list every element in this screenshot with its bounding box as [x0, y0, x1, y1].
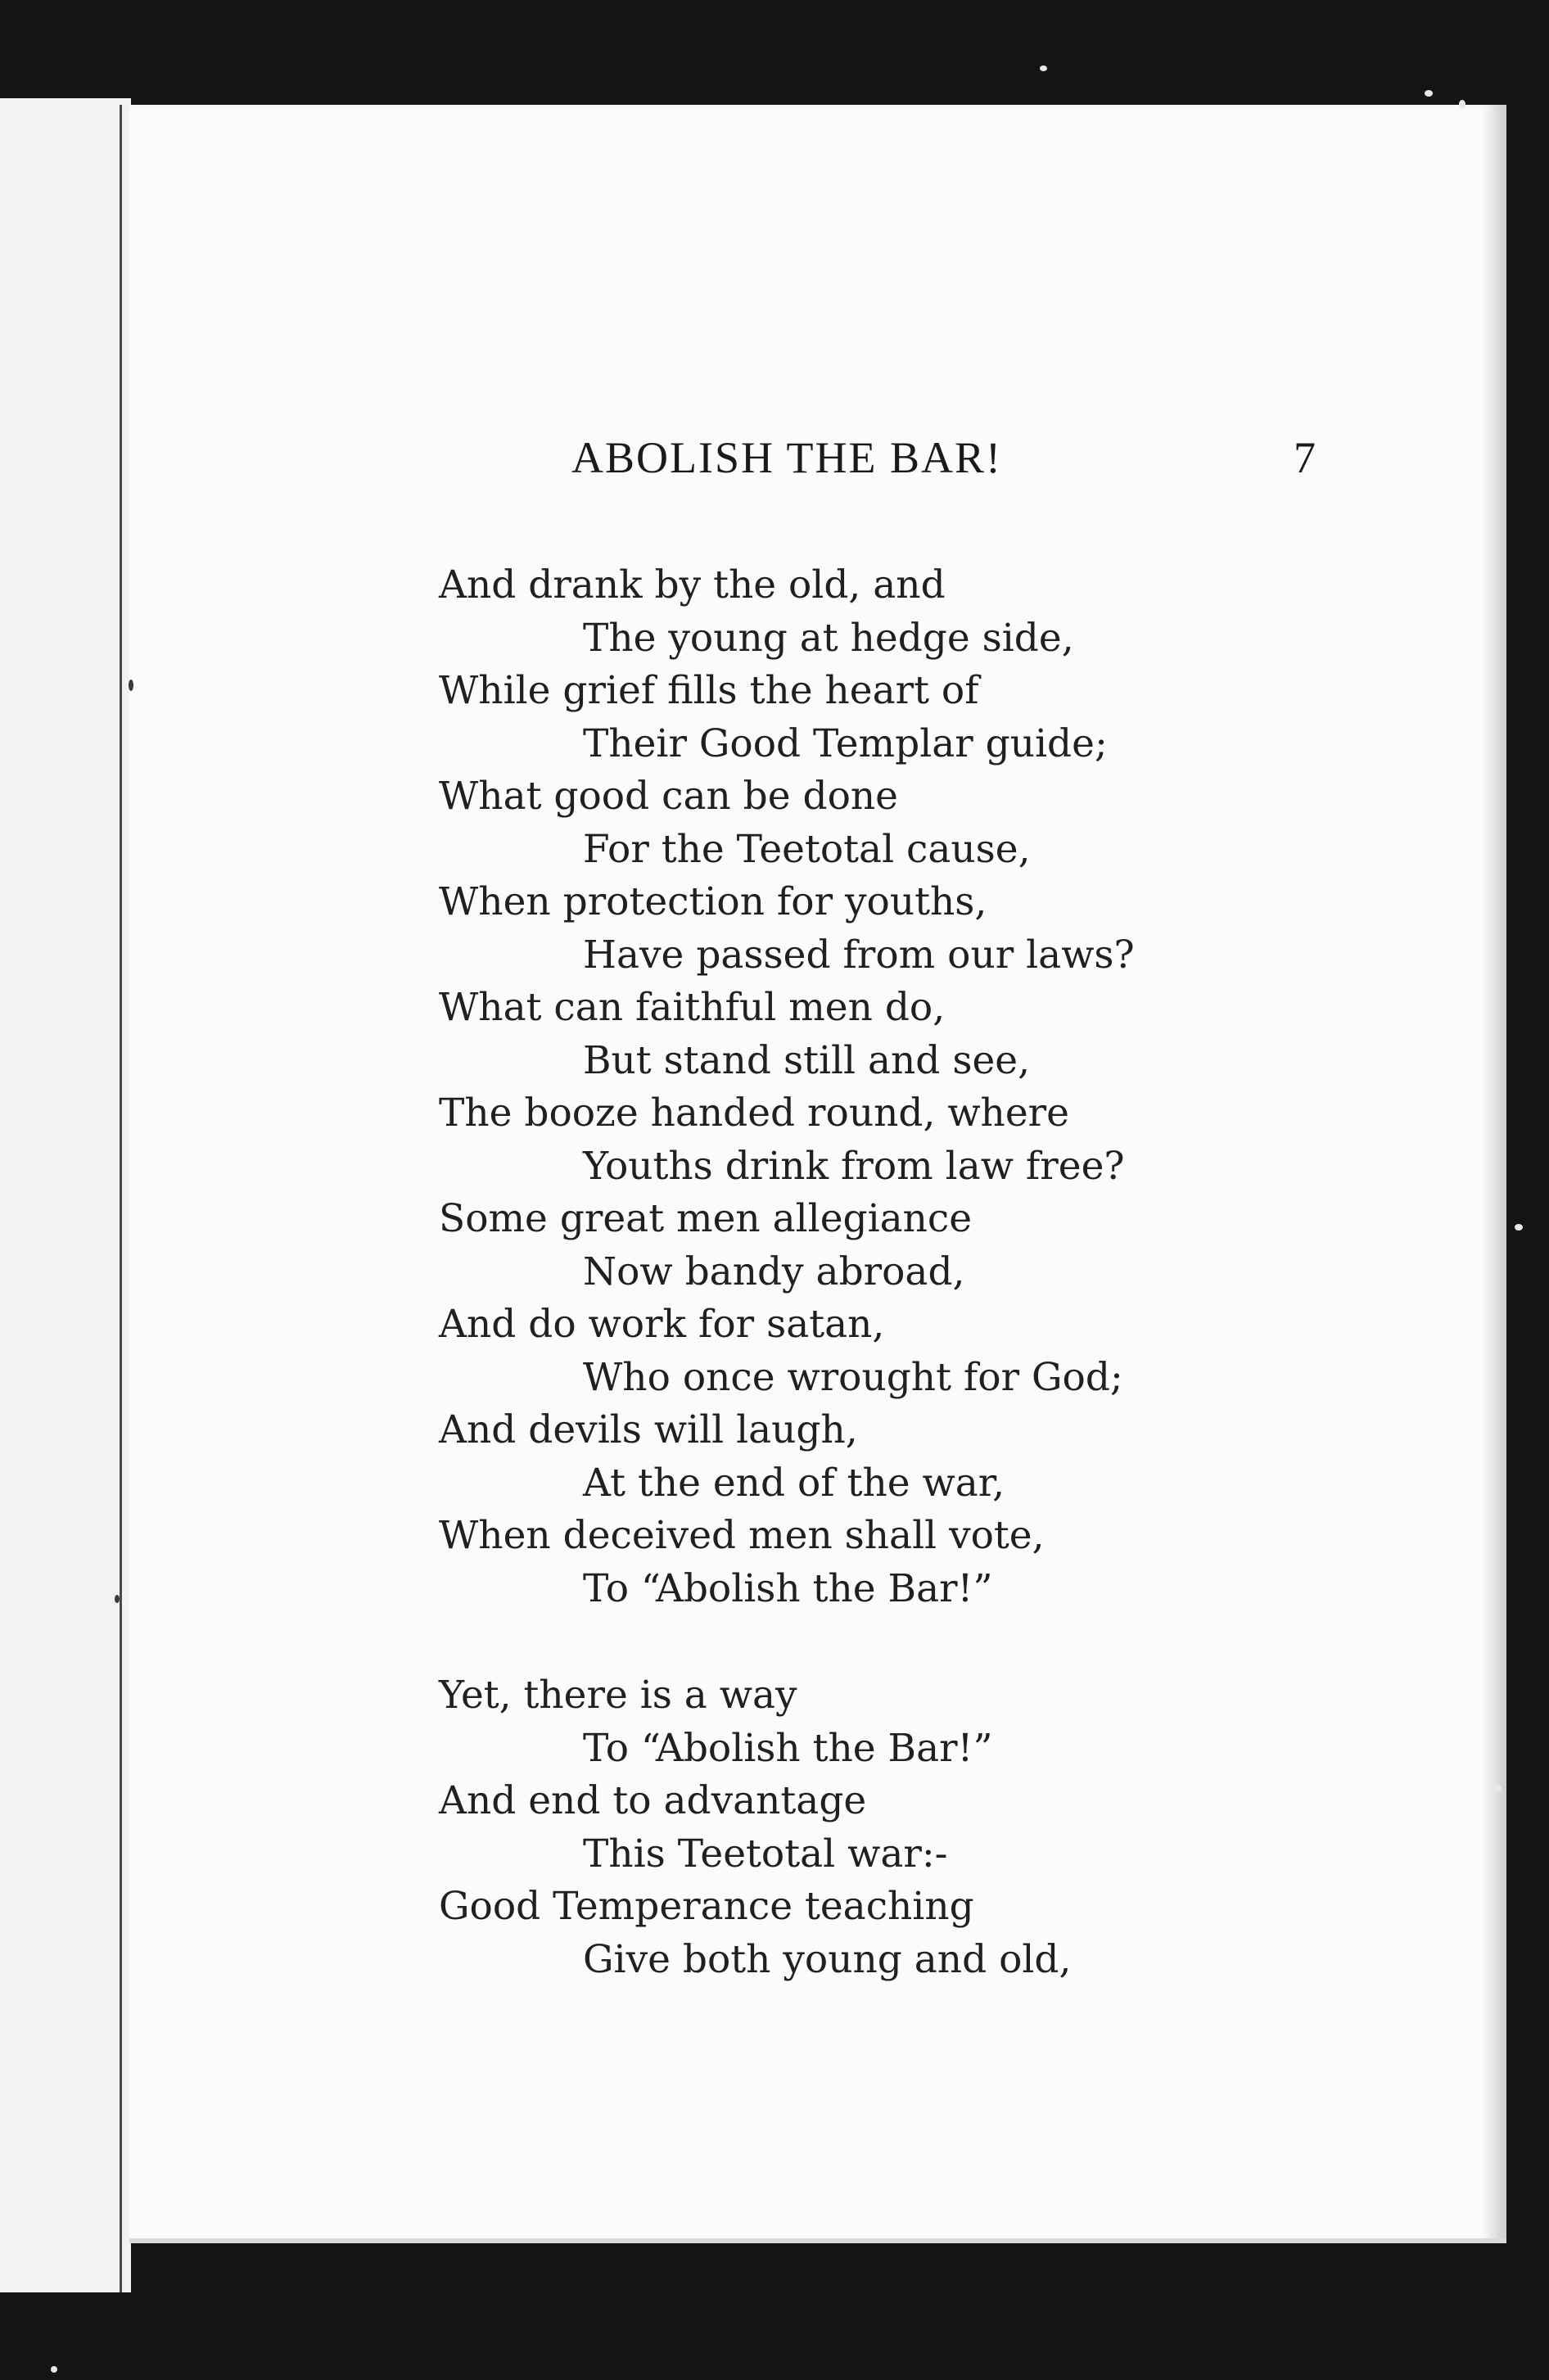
poem-line: When deceived men shall vote, — [439, 1513, 1045, 1558]
page-shadow — [1482, 105, 1506, 2243]
previous-page-edge — [0, 98, 131, 2292]
poem-line: Have passed from our laws? — [583, 932, 1135, 978]
poem-line: To “Abolish the Bar!” — [583, 1565, 993, 1611]
scan-speck — [1459, 100, 1465, 108]
stanza-1 — [439, 559, 1405, 1615]
poem-line: The young at hedge side, — [583, 615, 1074, 661]
poem-line: What can faithful men do, — [439, 985, 946, 1030]
page-fold-line — [120, 105, 122, 2292]
stanza-2 — [439, 1669, 1405, 1986]
poem-line: What good can be done — [439, 774, 898, 819]
poem-line: For the Teetotal cause, — [583, 826, 1031, 872]
poem-line: But stand still and see, — [583, 1037, 1031, 1083]
poem-line: Now bandy abroad, — [583, 1249, 965, 1294]
scan-speck — [1040, 65, 1047, 71]
poem-line: This Teetotal war:- — [583, 1831, 948, 1876]
poem-line: The booze handed round, where — [439, 1091, 1069, 1136]
scan-speck — [51, 2366, 57, 2373]
poem-line: To “Abolish the Bar!” — [583, 1725, 993, 1771]
poem-line: At the end of the war, — [583, 1460, 1005, 1506]
scan-speck — [115, 1595, 120, 1603]
running-title: ABOLISH THE BAR! — [571, 433, 1003, 482]
poem-line: And devils will laugh, — [439, 1407, 858, 1452]
scan-speck — [1515, 1224, 1523, 1231]
scan-speck — [1492, 1785, 1502, 1792]
poem-line: Their Good Templar guide; — [583, 720, 1108, 766]
poem-line: And drank by the old, and — [439, 562, 946, 607]
poem-line: And end to advantage — [439, 1778, 867, 1823]
poem-line: While grief fills the heart of — [439, 668, 979, 713]
running-header — [129, 432, 1506, 498]
poem-line: Some great men allegiance — [439, 1196, 973, 1241]
poem-line: Yet, there is a way — [439, 1673, 797, 1718]
book-page — [129, 105, 1506, 2243]
poem-line: Youths drink from law free? — [583, 1143, 1125, 1189]
poem-text — [439, 559, 1405, 1986]
page-bottom-edge — [129, 2238, 1506, 2243]
page-number: 7 — [1294, 433, 1317, 482]
stanza-break — [439, 1615, 1405, 1669]
poem-line: When protection for youths, — [439, 879, 987, 924]
poem-line: Good Temperance teaching — [439, 1884, 974, 1929]
scan-speck — [129, 680, 133, 691]
poem-line: Give both young and old, — [583, 1936, 1072, 1982]
poem-line: Who once wrought for God; — [583, 1354, 1123, 1400]
scan-speck — [1425, 90, 1433, 97]
poem-line: And do work for satan, — [439, 1302, 885, 1347]
